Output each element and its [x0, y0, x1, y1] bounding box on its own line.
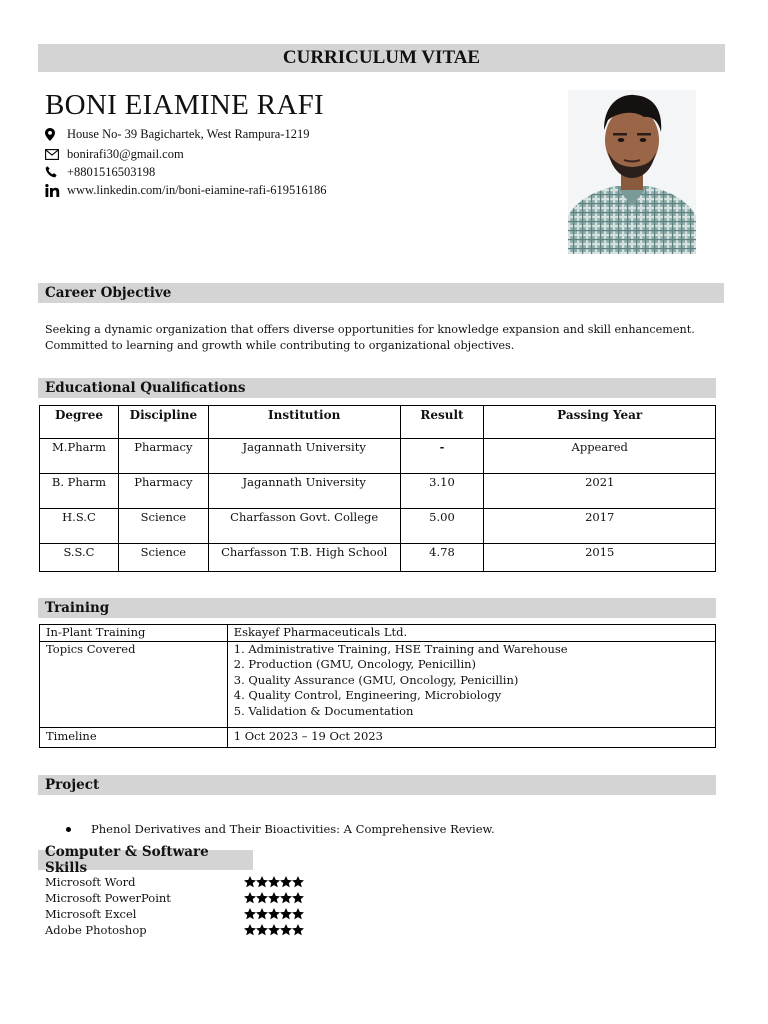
envelope-icon — [45, 147, 64, 161]
inplant-label: In-Plant Training — [40, 625, 228, 642]
star-icon — [244, 892, 256, 904]
skill-row — [45, 874, 304, 890]
project-heading — [38, 775, 716, 795]
star-icon — [268, 908, 280, 920]
table-row — [40, 641, 716, 727]
address-text: House No- 39 Bagichartek, West Rampura-1219 — [67, 126, 310, 141]
cell-discipline: Pharmacy — [118, 439, 208, 474]
star-icon — [280, 876, 292, 888]
career-objective-line-2: Committed to learning and growth while contributing to organizational objectives. — [45, 339, 515, 352]
star-icon — [268, 876, 280, 888]
project-heading-text: Project — [45, 777, 100, 793]
skill-name: Microsoft PowerPoint — [45, 891, 171, 905]
table-row — [40, 544, 716, 572]
cell-result: - — [400, 439, 484, 474]
topics-list — [227, 641, 715, 727]
star-icon — [256, 892, 268, 904]
cell-discipline: Pharmacy — [118, 474, 208, 509]
career-objective-text — [45, 322, 715, 354]
project-title: Phenol Derivatives and Their Bioactivities: A Comprehensive Review. — [91, 822, 495, 836]
star-icon — [292, 924, 304, 936]
contact-linkedin — [45, 181, 327, 199]
table-row — [40, 439, 716, 474]
col-result: Result — [400, 406, 484, 439]
career-objective-heading — [38, 283, 724, 303]
skills-heading-text: Computer & Software Skills — [45, 844, 209, 876]
skill-name: Adobe Photoshop — [45, 923, 147, 937]
star-icon — [292, 876, 304, 888]
cell-degree: B. Pharm — [40, 474, 119, 509]
list-item: 5. Validation & Documentation — [233, 703, 414, 718]
education-table — [39, 405, 716, 572]
star-icon — [256, 876, 268, 888]
table-row — [40, 474, 716, 509]
list-item: 2. Production (GMU, Oncology, Penicillin) — [233, 657, 477, 671]
contact-phone — [45, 163, 155, 181]
star-icon — [268, 924, 280, 936]
star-icon — [280, 924, 292, 936]
star-icon — [280, 892, 292, 904]
location-pin-icon — [45, 127, 64, 141]
skill-rating — [244, 876, 304, 888]
cell-passing-year: 2017 — [484, 509, 716, 544]
education-heading — [38, 378, 716, 398]
career-objective-heading-text: Career Objective — [45, 285, 172, 301]
col-degree: Degree — [40, 406, 119, 439]
cell-degree: H.S.C — [40, 509, 119, 544]
skill-name: Microsoft Excel — [45, 907, 137, 921]
skill-row — [45, 922, 304, 938]
cv-title-bar — [38, 44, 725, 72]
list-item — [66, 822, 495, 836]
col-institution: Institution — [208, 406, 400, 439]
contact-email — [45, 145, 184, 163]
linkedin-icon — [45, 183, 64, 197]
list-item: 3. Quality Assurance (GMU, Oncology, Penicillin) — [233, 672, 519, 687]
table-row — [40, 509, 716, 544]
col-passing-year: Passing Year — [484, 406, 716, 439]
skill-rating — [244, 924, 304, 936]
cell-institution: Jagannath University — [208, 474, 400, 509]
phone-text[interactable]: +8801516503198 — [67, 164, 156, 179]
star-icon — [244, 908, 256, 920]
email-text[interactable]: bonirafi30@gmail.com — [67, 146, 184, 161]
skill-row — [45, 890, 304, 906]
table-row — [40, 625, 716, 642]
skills-heading — [38, 844, 253, 876]
training-table — [39, 624, 716, 748]
cell-discipline: Science — [118, 509, 208, 544]
skill-rating — [244, 908, 304, 920]
cell-result: 4.78 — [400, 544, 484, 572]
contact-address — [45, 125, 309, 143]
star-icon — [280, 908, 292, 920]
star-icon — [256, 924, 268, 936]
cell-institution: Jagannath University — [208, 439, 400, 474]
skill-row — [45, 906, 304, 922]
star-icon — [292, 892, 304, 904]
star-icon — [256, 908, 268, 920]
skill-rating — [244, 892, 304, 904]
cell-result: 3.10 — [400, 474, 484, 509]
cell-passing-year: Appeared — [484, 439, 716, 474]
list-item: 1. Administrative Training, HSE Training and Warehouse — [233, 641, 568, 656]
table-row — [40, 727, 716, 747]
training-heading-text: Training — [45, 600, 110, 616]
timeline-label: Timeline — [40, 727, 228, 747]
phone-icon — [45, 165, 64, 179]
cell-institution: Charfasson Govt. College — [208, 509, 400, 544]
cell-degree: S.S.C — [40, 544, 119, 572]
star-icon — [268, 892, 280, 904]
bullet-icon — [66, 827, 71, 832]
star-icon — [244, 924, 256, 936]
cell-passing-year: 2015 — [484, 544, 716, 572]
cell-discipline: Science — [118, 544, 208, 572]
timeline-value: 1 Oct 2023 – 19 Oct 2023 — [227, 727, 715, 747]
cell-passing-year: 2021 — [484, 474, 716, 509]
career-objective-line-1: Seeking a dynamic organization that offers diverse opportunities for knowledge expansion and skill enhancement. — [45, 323, 695, 336]
inplant-value: Eskayef Pharmaceuticals Ltd. — [227, 625, 715, 642]
skill-name: Microsoft Word — [45, 875, 136, 889]
star-icon — [292, 908, 304, 920]
education-heading-text: Educational Qualifications — [45, 380, 246, 396]
profile-photo — [568, 90, 696, 254]
candidate-name: BONI EIAMINE RAFI — [45, 89, 324, 121]
linkedin-text[interactable]: www.linkedin.com/in/boni-eiamine-rafi-619516186 — [67, 182, 327, 197]
col-discipline: Discipline — [118, 406, 208, 439]
cell-result: 5.00 — [400, 509, 484, 544]
training-heading — [38, 598, 716, 618]
list-item: 4. Quality Control, Engineering, Microbiology — [233, 688, 502, 702]
star-icon — [244, 876, 256, 888]
education-header-row — [40, 406, 716, 439]
topics-label: Topics Covered — [40, 641, 228, 727]
cell-institution: Charfasson T.B. High School — [208, 544, 400, 572]
cell-degree: M.Pharm — [40, 439, 119, 474]
cv-title: CURRICULUM VITAE — [282, 47, 481, 68]
